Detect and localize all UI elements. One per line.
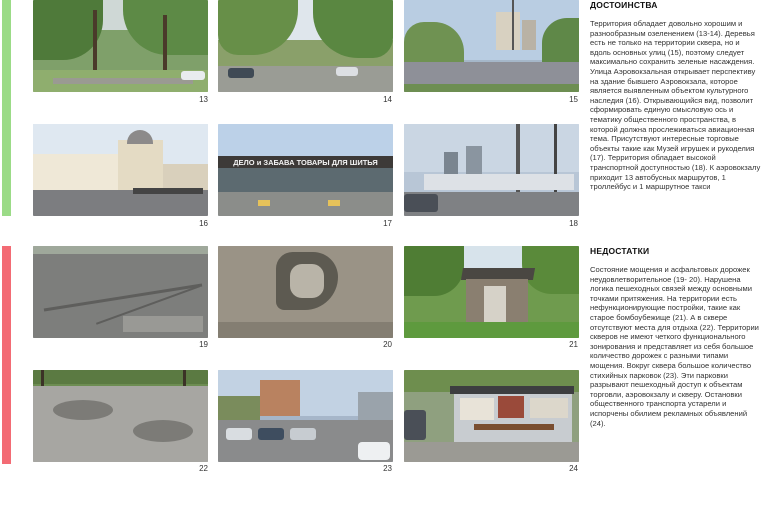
photo-16 — [33, 124, 208, 216]
photo-13-number: 13 — [199, 95, 208, 104]
photo-15 — [404, 0, 579, 92]
advantages-marker-bar — [2, 0, 11, 216]
photo-21-number: 21 — [569, 340, 578, 349]
photo-23-number: 23 — [383, 464, 392, 473]
photo-19-number: 19 — [199, 340, 208, 349]
photo-23 — [218, 370, 393, 462]
photo-24-number: 24 — [569, 464, 578, 473]
photo-18-number: 18 — [569, 219, 578, 228]
photo-16-number: 16 — [199, 219, 208, 228]
photo-14 — [218, 0, 393, 92]
photo-14-number: 14 — [383, 95, 392, 104]
advantages-heading: ДОСТОИНСТВА — [590, 0, 658, 10]
photo-15-number: 15 — [569, 95, 578, 104]
photo-20 — [218, 246, 393, 338]
photo-20-number: 20 — [383, 340, 392, 349]
photo-22 — [33, 370, 208, 462]
disadvantages-section — [590, 246, 762, 428]
advantages-section — [590, 0, 762, 192]
photo-19 — [33, 246, 208, 338]
photo-13 — [33, 0, 208, 92]
disadvantages-heading: НЕДОСТАТКИ — [590, 246, 650, 256]
disadvantages-text: Состояние мощения и асфальтовых дорожек неудовлетворительное (19- 20). Нарушена логика пешеходных связей между основными точками притяжения. На территории есть нефункционирующие постройки, такие как старое бомбоубежище (21). А в сквере отсутствуют места для отдыха (22). Территории скверов не имеют четкого функционального зонирования и представляет из себя большое количество дорожек с разными типами мощения. Вокруг сквера большое количество стихийных парковок (23). Эти парковки разрывают пешеходный доступ к объектам торговли, аэровокзалу и скверу. Остановки общественного транспорта устарели и испорчены обилием рекламных объявлений (24). — [590, 265, 759, 428]
photo-21 — [404, 246, 579, 338]
photo-24 — [404, 370, 579, 462]
disadvantages-marker-bar — [2, 246, 11, 464]
photo-22-number: 22 — [199, 464, 208, 473]
advantages-text: Территория обладает довольно хорошим и разнообразным озеленением (13-14). Деревья есть не только на территории сквера, но и вдоль основных улиц (15), поэтому следует максимально сохранить зеленые насаждения. Улица Аэровокзальная открывает перспективу на здание бывшего Аэровокзала, которое является выявленным объектом культурного наследия (16). Открывающийся вид, позволит сформировать единую смысловую ось и тематику общественного пространства, в которой должна прослеживаться авиационная тема. Присутствуют интересные торговые объекты такие как Музей игрушек и рукоделия (17). Территория обладает высокой транспортной доступностью (18). К аэровокзалу приходит 13 автобусных маршрутов, 1 троллейбус и 1 маршрутное такси — [590, 19, 761, 192]
photo-17 — [218, 124, 393, 216]
photo-17-number: 17 — [383, 219, 392, 228]
photo-18 — [404, 124, 579, 216]
storefront-sign: ДЕЛО и ЗАБАВА ТОВАРЫ ДЛЯ ШИТЬЯ — [233, 158, 378, 167]
